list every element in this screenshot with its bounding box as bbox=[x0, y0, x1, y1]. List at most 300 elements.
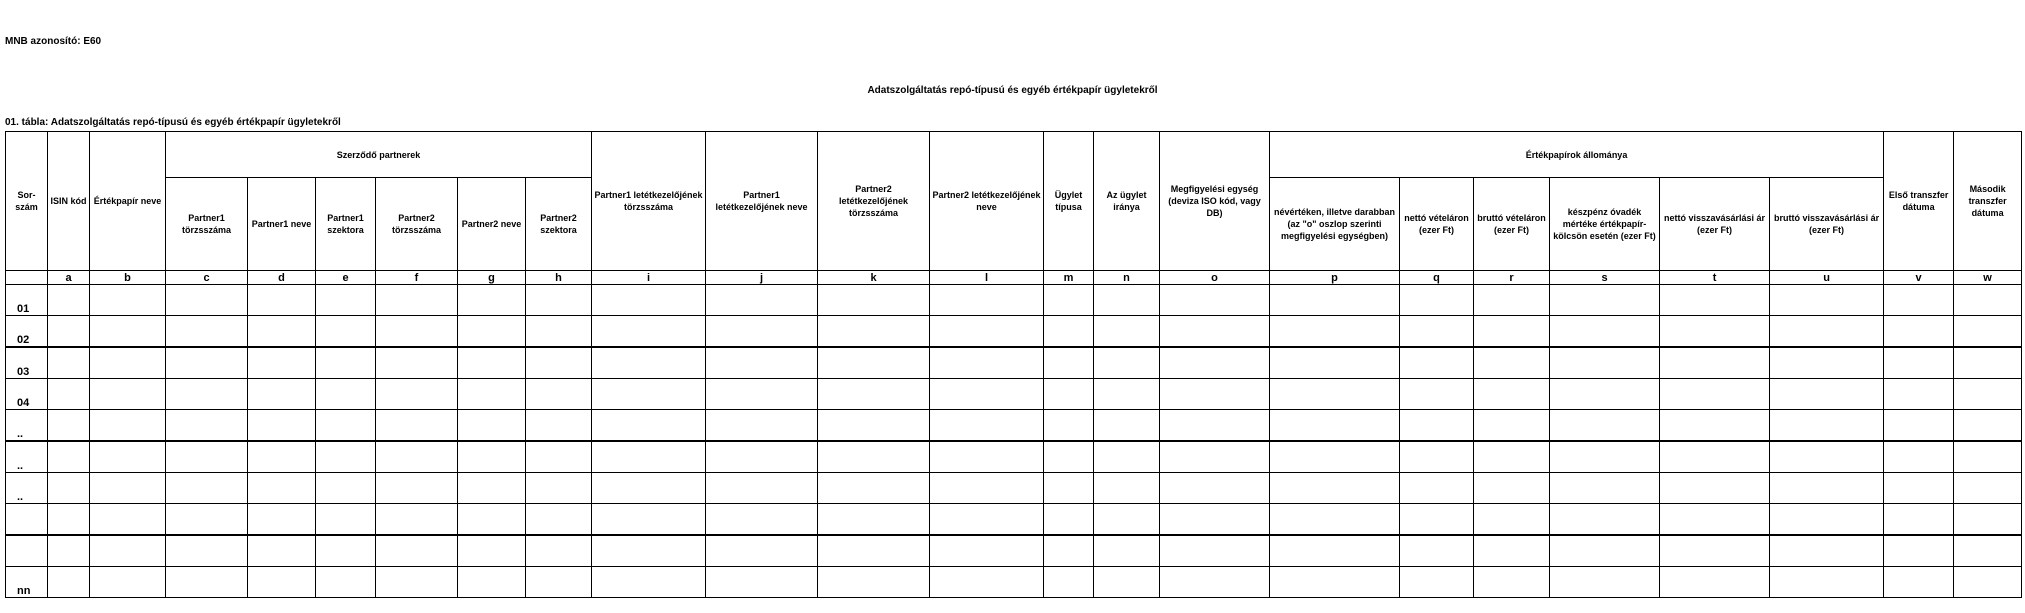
mnb-identifier: MNB azonosító: E60 bbox=[5, 36, 102, 47]
data-cell[interactable] bbox=[1884, 441, 1954, 473]
data-cell[interactable] bbox=[1474, 535, 1550, 567]
data-cell[interactable] bbox=[592, 410, 706, 442]
data-cell[interactable] bbox=[1160, 410, 1270, 442]
data-cell[interactable] bbox=[592, 504, 706, 536]
data-cell[interactable] bbox=[166, 441, 248, 473]
data-cell[interactable] bbox=[458, 285, 526, 316]
data-cell[interactable] bbox=[90, 347, 166, 379]
data-cell[interactable] bbox=[458, 347, 526, 379]
data-cell[interactable] bbox=[1160, 441, 1270, 473]
data-cell[interactable] bbox=[376, 379, 458, 410]
data-cell[interactable] bbox=[248, 410, 316, 442]
data-cell[interactable] bbox=[526, 347, 592, 379]
column-letter: h bbox=[526, 271, 592, 285]
data-cell[interactable] bbox=[1160, 535, 1270, 567]
data-cell[interactable] bbox=[1044, 504, 1094, 536]
data-cell[interactable] bbox=[1094, 535, 1160, 567]
table-row bbox=[6, 316, 2022, 348]
data-cell[interactable] bbox=[458, 567, 526, 598]
data-cell[interactable] bbox=[376, 285, 458, 316]
col-isin: ISIN kód bbox=[48, 132, 90, 271]
row-number: .. bbox=[6, 410, 48, 442]
data-cell[interactable] bbox=[706, 441, 818, 473]
data-cell[interactable] bbox=[706, 535, 818, 567]
data-cell[interactable] bbox=[1094, 316, 1160, 348]
data-cell[interactable] bbox=[1400, 379, 1474, 410]
data-cell[interactable] bbox=[592, 347, 706, 379]
data-cell[interactable] bbox=[1400, 410, 1474, 442]
row-number: .. bbox=[6, 441, 48, 473]
data-cell[interactable] bbox=[316, 535, 376, 567]
group-ertekpapirok-allomanya: Értékpapírok állománya bbox=[1270, 132, 1884, 178]
letter-row bbox=[6, 271, 2022, 285]
data-cell[interactable] bbox=[1270, 410, 1400, 442]
data-cell[interactable] bbox=[1270, 567, 1400, 598]
data-cell[interactable] bbox=[526, 504, 592, 536]
data-cell[interactable] bbox=[48, 347, 90, 379]
data-cell[interactable] bbox=[706, 567, 818, 598]
data-cell[interactable] bbox=[706, 473, 818, 504]
data-cell[interactable] bbox=[526, 316, 592, 348]
col-p1-szektora: Partner1 szektora bbox=[316, 178, 376, 271]
data-cell[interactable] bbox=[376, 316, 458, 348]
data-cell[interactable] bbox=[166, 535, 248, 567]
data-cell[interactable] bbox=[1094, 567, 1160, 598]
data-cell[interactable] bbox=[90, 410, 166, 442]
data-cell[interactable] bbox=[458, 316, 526, 348]
table-row bbox=[6, 285, 2022, 316]
data-cell[interactable] bbox=[48, 379, 90, 410]
data-cell[interactable] bbox=[90, 285, 166, 316]
data-cell[interactable] bbox=[1044, 379, 1094, 410]
data-cell[interactable] bbox=[818, 410, 930, 442]
data-cell[interactable] bbox=[376, 347, 458, 379]
data-cell[interactable] bbox=[90, 567, 166, 598]
data-cell[interactable] bbox=[1270, 347, 1400, 379]
column-letter: b bbox=[90, 271, 166, 285]
row-number: 03 bbox=[6, 347, 48, 379]
data-cell[interactable] bbox=[1884, 535, 1954, 567]
data-cell[interactable] bbox=[818, 347, 930, 379]
data-cell[interactable] bbox=[1160, 379, 1270, 410]
row-number: 02 bbox=[6, 316, 48, 348]
data-cell[interactable] bbox=[1270, 316, 1400, 348]
data-cell[interactable] bbox=[592, 285, 706, 316]
data-cell[interactable] bbox=[376, 410, 458, 442]
column-letter: r bbox=[1474, 271, 1550, 285]
col-netto-vetelar: nettó vételáron (ezer Ft) bbox=[1400, 178, 1474, 271]
data-cell[interactable] bbox=[1770, 504, 1884, 536]
data-cell[interactable] bbox=[48, 441, 90, 473]
data-cell[interactable] bbox=[930, 410, 1044, 442]
data-cell[interactable] bbox=[818, 379, 930, 410]
data-cell[interactable] bbox=[48, 567, 90, 598]
row-number: .. bbox=[6, 473, 48, 504]
col-keszpenz-ovadek: készpénz óvadék mértéke értékpapír-kölcsön esetén (ezer Ft) bbox=[1550, 178, 1660, 271]
data-cell[interactable] bbox=[592, 473, 706, 504]
column-letter: d bbox=[248, 271, 316, 285]
data-cell[interactable] bbox=[1270, 285, 1400, 316]
data-cell[interactable] bbox=[1094, 504, 1160, 536]
data-cell[interactable] bbox=[1160, 504, 1270, 536]
table-row bbox=[6, 504, 2022, 536]
data-cell[interactable] bbox=[818, 504, 930, 536]
data-cell[interactable] bbox=[818, 473, 930, 504]
data-cell[interactable] bbox=[316, 504, 376, 536]
data-cell[interactable] bbox=[1770, 347, 1884, 379]
data-cell[interactable] bbox=[166, 473, 248, 504]
data-cell[interactable] bbox=[1770, 410, 1884, 442]
data-cell[interactable] bbox=[48, 410, 90, 442]
table-row bbox=[6, 410, 2022, 442]
data-cell[interactable] bbox=[1400, 285, 1474, 316]
col-p2-szektora: Partner2 szektora bbox=[526, 178, 592, 271]
data-cell[interactable] bbox=[316, 473, 376, 504]
data-cell[interactable] bbox=[1770, 473, 1884, 504]
data-cell[interactable] bbox=[1884, 567, 1954, 598]
column-letter: s bbox=[1550, 271, 1660, 285]
data-cell[interactable] bbox=[90, 316, 166, 348]
data-cell[interactable] bbox=[458, 379, 526, 410]
data-cell[interactable] bbox=[1044, 441, 1094, 473]
col-megfigyelesi-egyseg: Megfigyelési egység (deviza ISO kód, vagy DB) bbox=[1160, 132, 1270, 271]
data-cell[interactable] bbox=[248, 441, 316, 473]
column-letter: l bbox=[930, 271, 1044, 285]
data-cell[interactable] bbox=[818, 285, 930, 316]
data-cell[interactable] bbox=[1474, 285, 1550, 316]
table-row bbox=[6, 441, 2022, 473]
data-cell[interactable] bbox=[592, 379, 706, 410]
data-cell[interactable] bbox=[248, 567, 316, 598]
data-cell[interactable] bbox=[1550, 379, 1660, 410]
data-cell[interactable] bbox=[1660, 347, 1770, 379]
data-cell[interactable] bbox=[1550, 316, 1660, 348]
data-cell[interactable] bbox=[376, 473, 458, 504]
data-cell[interactable] bbox=[1770, 285, 1884, 316]
data-cell[interactable] bbox=[248, 535, 316, 567]
data-cell[interactable] bbox=[706, 285, 818, 316]
column-letter: f bbox=[376, 271, 458, 285]
col-p1-neve: Partner1 neve bbox=[248, 178, 316, 271]
data-cell[interactable] bbox=[1954, 285, 2022, 316]
column-letter bbox=[6, 271, 48, 285]
col-p2-letetkezelo-torzsszam: Partner2 letétkezelőjének törzsszáma bbox=[818, 132, 930, 271]
data-cell[interactable] bbox=[930, 473, 1044, 504]
data-cell[interactable] bbox=[1400, 316, 1474, 348]
column-letter: k bbox=[818, 271, 930, 285]
data-cell[interactable] bbox=[1044, 410, 1094, 442]
column-letter: t bbox=[1660, 271, 1770, 285]
data-cell[interactable] bbox=[458, 473, 526, 504]
column-letter: n bbox=[1094, 271, 1160, 285]
column-letter: q bbox=[1400, 271, 1474, 285]
data-cell[interactable] bbox=[1884, 379, 1954, 410]
data-cell[interactable] bbox=[526, 567, 592, 598]
data-cell[interactable] bbox=[1660, 410, 1770, 442]
data-cell[interactable] bbox=[1884, 347, 1954, 379]
data-cell[interactable] bbox=[90, 473, 166, 504]
column-letter: v bbox=[1884, 271, 1954, 285]
data-cell[interactable] bbox=[1660, 285, 1770, 316]
column-letter: w bbox=[1954, 271, 2022, 285]
data-cell[interactable] bbox=[1094, 410, 1160, 442]
column-letter: o bbox=[1160, 271, 1270, 285]
data-cell[interactable] bbox=[1044, 535, 1094, 567]
data-cell[interactable] bbox=[90, 441, 166, 473]
col-p2-neve: Partner2 neve bbox=[458, 178, 526, 271]
data-cell[interactable] bbox=[1160, 473, 1270, 504]
data-cell[interactable] bbox=[1044, 347, 1094, 379]
data-cell[interactable] bbox=[1884, 285, 1954, 316]
data-cell[interactable] bbox=[248, 316, 316, 348]
data-cell[interactable] bbox=[1954, 316, 2022, 348]
data-cell[interactable] bbox=[1884, 473, 1954, 504]
column-letter: j bbox=[706, 271, 818, 285]
data-cell[interactable] bbox=[1660, 504, 1770, 536]
data-cell[interactable] bbox=[526, 379, 592, 410]
col-brutto-vetelar: bruttó vételáron (ezer Ft) bbox=[1474, 178, 1550, 271]
data-cell[interactable] bbox=[526, 441, 592, 473]
data-cell[interactable] bbox=[1954, 410, 2022, 442]
row-number: 01 bbox=[6, 285, 48, 316]
data-cell[interactable] bbox=[1474, 473, 1550, 504]
data-cell[interactable] bbox=[1094, 441, 1160, 473]
data-cell[interactable] bbox=[592, 316, 706, 348]
data-cell[interactable] bbox=[1954, 504, 2022, 536]
data-cell[interactable] bbox=[166, 347, 248, 379]
data-cell[interactable] bbox=[1044, 285, 1094, 316]
data-cell[interactable] bbox=[48, 316, 90, 348]
row-number bbox=[6, 504, 48, 536]
data-cell[interactable] bbox=[706, 410, 818, 442]
data-cell[interactable] bbox=[1770, 535, 1884, 567]
data-cell[interactable] bbox=[1400, 567, 1474, 598]
data-cell[interactable] bbox=[818, 316, 930, 348]
data-cell[interactable] bbox=[166, 379, 248, 410]
data-cell[interactable] bbox=[1884, 504, 1954, 536]
data-cell[interactable] bbox=[1474, 347, 1550, 379]
data-cell[interactable] bbox=[1400, 504, 1474, 536]
data-cell[interactable] bbox=[1044, 567, 1094, 598]
data-cell[interactable] bbox=[1954, 473, 2022, 504]
data-cell[interactable] bbox=[592, 567, 706, 598]
row-number: 04 bbox=[6, 379, 48, 410]
col-brutto-visszavasarlasi: bruttó visszavásárlási ár (ezer Ft) bbox=[1770, 178, 1884, 271]
data-cell[interactable] bbox=[166, 410, 248, 442]
data-cell[interactable] bbox=[1400, 473, 1474, 504]
data-cell[interactable] bbox=[1270, 504, 1400, 536]
row-number bbox=[6, 535, 48, 567]
data-cell[interactable] bbox=[1660, 535, 1770, 567]
data-cell[interactable] bbox=[930, 379, 1044, 410]
column-letter: g bbox=[458, 271, 526, 285]
data-cell[interactable] bbox=[1044, 473, 1094, 504]
data-cell[interactable] bbox=[90, 379, 166, 410]
column-letter: a bbox=[48, 271, 90, 285]
data-cell[interactable] bbox=[458, 410, 526, 442]
data-cell[interactable] bbox=[930, 567, 1044, 598]
table-row bbox=[6, 535, 2022, 567]
data-cell[interactable] bbox=[248, 473, 316, 504]
data-cell[interactable] bbox=[248, 285, 316, 316]
data-cell[interactable] bbox=[1160, 285, 1270, 316]
data-cell[interactable] bbox=[1550, 410, 1660, 442]
data-cell[interactable] bbox=[1474, 441, 1550, 473]
data-cell[interactable] bbox=[166, 316, 248, 348]
data-cell[interactable] bbox=[930, 441, 1044, 473]
data-cell[interactable] bbox=[48, 504, 90, 536]
data-cell[interactable] bbox=[1954, 379, 2022, 410]
data-cell[interactable] bbox=[1550, 473, 1660, 504]
data-cell[interactable] bbox=[1770, 567, 1884, 598]
data-cell[interactable] bbox=[1954, 441, 2022, 473]
data-cell[interactable] bbox=[1400, 347, 1474, 379]
data-cell[interactable] bbox=[1550, 504, 1660, 536]
col-elso-transzfer: Első transzfer dátuma bbox=[1884, 132, 1954, 271]
data-cell[interactable] bbox=[1474, 379, 1550, 410]
data-cell[interactable] bbox=[376, 567, 458, 598]
data-cell[interactable] bbox=[1884, 316, 1954, 348]
data-cell[interactable] bbox=[1474, 567, 1550, 598]
data-cell[interactable] bbox=[1270, 379, 1400, 410]
data-cell[interactable] bbox=[316, 347, 376, 379]
column-letter: c bbox=[166, 271, 248, 285]
data-cell[interactable] bbox=[592, 441, 706, 473]
row-number: nn bbox=[6, 567, 48, 598]
data-cell[interactable] bbox=[1474, 410, 1550, 442]
data-cell[interactable] bbox=[1660, 379, 1770, 410]
data-cell[interactable] bbox=[818, 567, 930, 598]
data-cell[interactable] bbox=[1094, 379, 1160, 410]
table-row bbox=[6, 567, 2022, 598]
col-ertekpapir-neve: Értékpapír neve bbox=[90, 132, 166, 271]
data-cell[interactable] bbox=[1270, 535, 1400, 567]
data-cell[interactable] bbox=[316, 410, 376, 442]
data-cell[interactable] bbox=[1094, 347, 1160, 379]
data-cell[interactable] bbox=[1160, 316, 1270, 348]
data-cell[interactable] bbox=[1660, 567, 1770, 598]
data-cell[interactable] bbox=[1660, 473, 1770, 504]
table-body bbox=[6, 285, 2022, 598]
column-letter: i bbox=[592, 271, 706, 285]
data-cell[interactable] bbox=[1550, 441, 1660, 473]
data-cell[interactable] bbox=[592, 535, 706, 567]
data-cell[interactable] bbox=[1954, 535, 2022, 567]
data-cell[interactable] bbox=[166, 285, 248, 316]
data-cell[interactable] bbox=[526, 473, 592, 504]
col-p1-torzsszam: Partner1 törzsszáma bbox=[166, 178, 248, 271]
data-cell[interactable] bbox=[376, 441, 458, 473]
data-cell[interactable] bbox=[706, 379, 818, 410]
data-cell[interactable] bbox=[316, 441, 376, 473]
data-cell[interactable] bbox=[376, 535, 458, 567]
data-cell[interactable] bbox=[1160, 347, 1270, 379]
data-cell[interactable] bbox=[248, 504, 316, 536]
data-cell[interactable] bbox=[166, 504, 248, 536]
table-row bbox=[6, 473, 2022, 504]
data-cell[interactable] bbox=[706, 347, 818, 379]
data-cell[interactable] bbox=[316, 379, 376, 410]
col-ugylet-tipusa: Ügylet típusa bbox=[1044, 132, 1094, 271]
report-table bbox=[5, 131, 2022, 598]
data-cell[interactable] bbox=[90, 535, 166, 567]
data-cell[interactable] bbox=[1044, 316, 1094, 348]
data-cell[interactable] bbox=[1770, 379, 1884, 410]
data-cell[interactable] bbox=[818, 535, 930, 567]
data-cell[interactable] bbox=[1400, 535, 1474, 567]
data-cell[interactable] bbox=[1660, 441, 1770, 473]
data-cell[interactable] bbox=[706, 316, 818, 348]
data-cell[interactable] bbox=[166, 567, 248, 598]
data-cell[interactable] bbox=[930, 504, 1044, 536]
data-cell[interactable] bbox=[1094, 473, 1160, 504]
data-cell[interactable] bbox=[1094, 285, 1160, 316]
data-cell[interactable] bbox=[458, 535, 526, 567]
col-p2-letetkezelo-neve: Partner2 letétkezelőjének neve bbox=[930, 132, 1044, 271]
data-cell[interactable] bbox=[706, 504, 818, 536]
data-cell[interactable] bbox=[248, 379, 316, 410]
column-letter: p bbox=[1270, 271, 1400, 285]
data-cell[interactable] bbox=[930, 285, 1044, 316]
data-cell[interactable] bbox=[1550, 347, 1660, 379]
table-row bbox=[6, 347, 2022, 379]
data-cell[interactable] bbox=[48, 535, 90, 567]
data-cell[interactable] bbox=[930, 316, 1044, 348]
data-cell[interactable] bbox=[248, 347, 316, 379]
data-cell[interactable] bbox=[526, 535, 592, 567]
data-cell[interactable] bbox=[1550, 285, 1660, 316]
col-ugylet-iranya: Az ügylet iránya bbox=[1094, 132, 1160, 271]
data-cell[interactable] bbox=[90, 504, 166, 536]
data-cell[interactable] bbox=[1400, 441, 1474, 473]
group-szerzodo-partnerek: Szerződő partnerek bbox=[166, 132, 592, 178]
data-cell[interactable] bbox=[1474, 316, 1550, 348]
data-cell[interactable] bbox=[1474, 504, 1550, 536]
data-cell[interactable] bbox=[316, 567, 376, 598]
col-p1-letetkezelo-neve: Partner1 letétkezelőjének neve bbox=[706, 132, 818, 271]
data-cell[interactable] bbox=[458, 504, 526, 536]
data-cell[interactable] bbox=[1550, 567, 1660, 598]
data-cell[interactable] bbox=[1550, 535, 1660, 567]
page-title: Adatszolgáltatás repó-típusú és egyéb értékpapír ügyletekről bbox=[867, 85, 1158, 96]
col-netto-visszavasarlasi: nettó visszavásárlási ár (ezer Ft) bbox=[1660, 178, 1770, 271]
data-cell[interactable] bbox=[1270, 441, 1400, 473]
data-cell[interactable] bbox=[818, 441, 930, 473]
data-cell[interactable] bbox=[930, 347, 1044, 379]
data-cell[interactable] bbox=[1884, 410, 1954, 442]
data-cell[interactable] bbox=[1954, 347, 2022, 379]
column-letter: u bbox=[1770, 271, 1884, 285]
data-cell[interactable] bbox=[526, 410, 592, 442]
column-letter: e bbox=[316, 271, 376, 285]
data-cell[interactable] bbox=[316, 316, 376, 348]
data-cell[interactable] bbox=[1770, 316, 1884, 348]
data-cell[interactable] bbox=[1770, 441, 1884, 473]
data-cell[interactable] bbox=[458, 441, 526, 473]
data-cell[interactable] bbox=[376, 504, 458, 536]
data-cell[interactable] bbox=[48, 285, 90, 316]
data-cell[interactable] bbox=[316, 285, 376, 316]
data-cell[interactable] bbox=[48, 473, 90, 504]
data-cell[interactable] bbox=[1270, 473, 1400, 504]
table-row bbox=[6, 379, 2022, 410]
data-cell[interactable] bbox=[930, 535, 1044, 567]
data-cell[interactable] bbox=[526, 285, 592, 316]
col-sorszam: Sor-szám bbox=[6, 132, 48, 271]
data-cell[interactable] bbox=[1160, 567, 1270, 598]
data-cell[interactable] bbox=[1954, 567, 2022, 598]
data-cell[interactable] bbox=[1660, 316, 1770, 348]
